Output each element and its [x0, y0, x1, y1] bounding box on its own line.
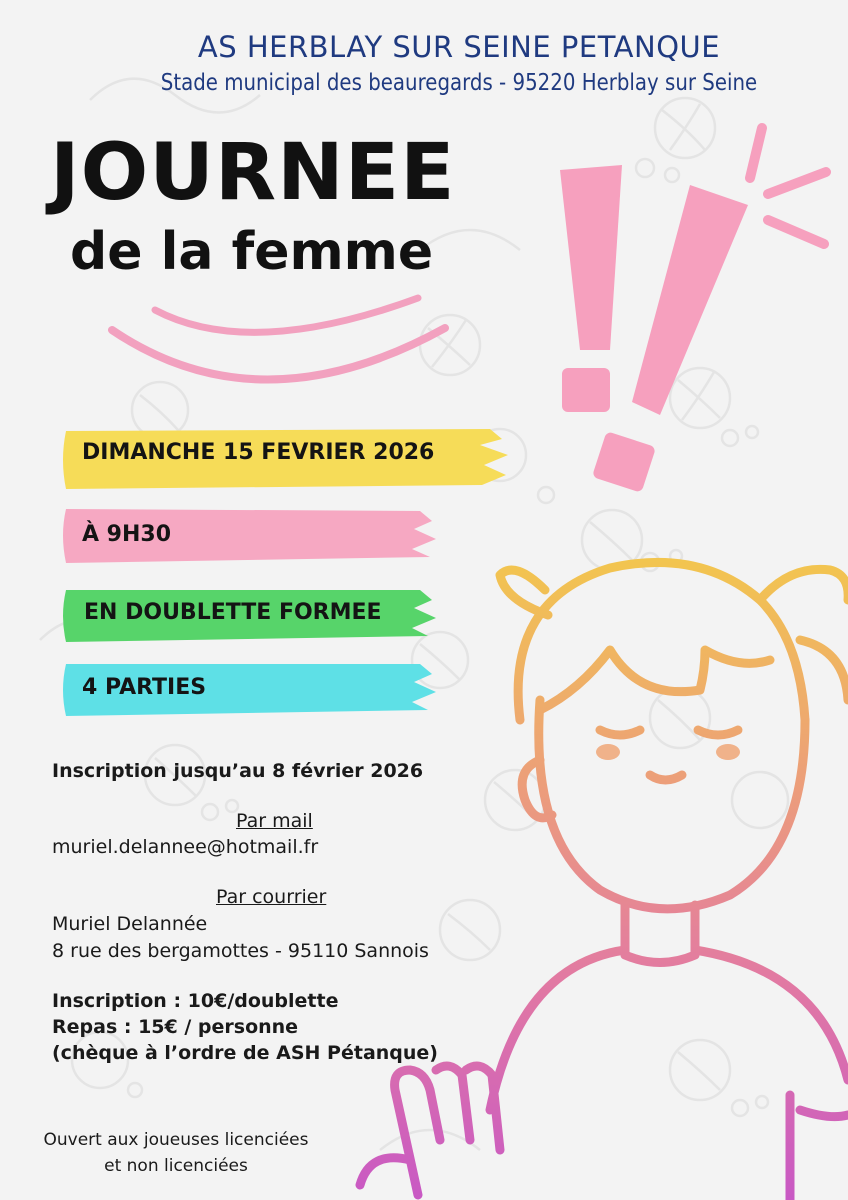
club-address: Stade municipal des beauregards - 95220 Herblay sur Seine	[160, 70, 758, 96]
cheque-note: (chèque à l’ordre de ASH Pétanque)	[52, 1042, 438, 1064]
post-name: Muriel Delannée	[52, 913, 208, 935]
registration-deadline: Inscription jusqu’au 8 février 2026	[52, 760, 424, 782]
title-de-la-femme: de la femme	[70, 222, 434, 282]
band-time-label: À 9H30	[82, 522, 172, 547]
footer-line2: et non licenciées	[104, 1156, 248, 1176]
meal-price: Repas : 15€ / personne	[52, 1016, 299, 1038]
band-date-label: DIMANCHE 15 FEVRIER 2026	[82, 440, 435, 465]
club-name: AS HERBLAY SUR SEINE PETANQUE	[197, 30, 721, 64]
band-format-label: EN DOUBLETTE FORMEE	[84, 600, 382, 625]
post-address: 8 rue des bergamottes - 95110 Sannois	[52, 940, 429, 962]
title-journee: JOURNEE	[50, 128, 456, 218]
email-address[interactable]: muriel.delannee@hotmail.fr	[52, 836, 319, 858]
by-mail-label: Par mail	[236, 810, 313, 832]
registration-fee: Inscription : 10€/doublette	[52, 990, 339, 1012]
by-post-label: Par courrier	[216, 886, 327, 908]
band-games-label: 4 PARTIES	[82, 675, 207, 700]
footer-line1: Ouvert aux joueuses licenciées	[43, 1130, 309, 1150]
